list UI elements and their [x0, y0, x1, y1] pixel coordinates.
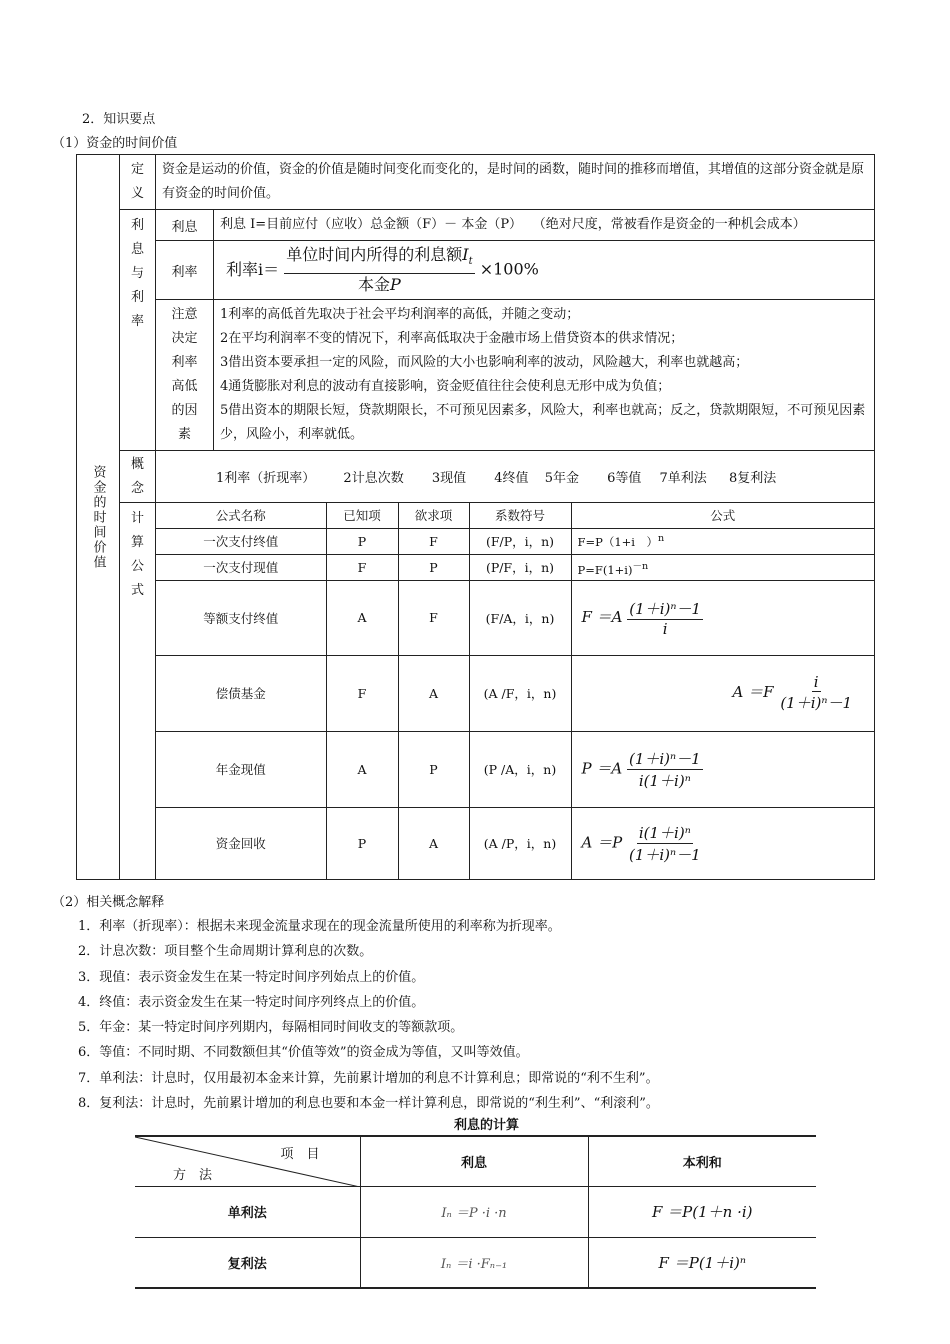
explanations-list [78, 914, 659, 1116]
formula-known: A [326, 731, 398, 807]
explanation-item: 4．终值：表示资金发生在某一特定时间序列终点上的价值。 [78, 994, 425, 1010]
rate-formula [214, 241, 875, 300]
formula-known: F [326, 554, 398, 580]
factors-list [214, 300, 875, 451]
formula-find: F [398, 580, 469, 655]
formula-expr [571, 807, 874, 879]
rate-mult: ×100% [479, 259, 539, 279]
formula-row [156, 528, 874, 554]
formula-symbol: (A /P，i，n) [469, 807, 571, 879]
formula-exp: n [657, 532, 665, 544]
rate-den-var: P [390, 275, 401, 295]
formula-row [156, 731, 874, 807]
formula-expr [571, 731, 874, 807]
formula-name: 等额支付终值 [156, 580, 326, 655]
interest-calc-table [135, 1135, 816, 1289]
header-symbol: 系数符号 [469, 503, 571, 528]
formula-known: A [326, 580, 398, 655]
header-method: 方 法 [173, 1168, 213, 1183]
formula-den: (1＋i)ⁿ－1 [628, 845, 701, 864]
interest-table-title: 利息的计算 [454, 1118, 520, 1133]
total-formula: F ＝P(1＋n ·i) [588, 1186, 816, 1237]
rate-lhs: 利率i＝ [226, 259, 280, 279]
interest-text: 利息 I=目前应付（应收）总金额（F）－ 本金（P） （绝对尺度，常被看作是资金的一种机会成本） [214, 210, 875, 241]
formula-find: P [398, 731, 469, 807]
main-label: 资金的时间价值 [90, 464, 106, 570]
header-total: 本利和 [588, 1136, 816, 1186]
rate-num-var: I [462, 245, 469, 264]
explanation-item: 8．复利法：计息时，先前累计增加的利息也要和本金一样计算利息，即常说的“利生利”、“利滚利”。 [78, 1096, 659, 1112]
rate-den: 本金 [358, 275, 391, 295]
explanation-item: 7．单利法：计息时，仅用最初本金来计算，先前累计增加的利息不计算利息；即常说的“利不生利”。 [78, 1070, 659, 1086]
formula-find: F [398, 528, 469, 554]
interest-block-label-cell [120, 210, 156, 451]
formula-symbol: (P /A，i，n) [469, 731, 571, 807]
factor-3: 3借出资本要承担一定的风险，而风险的大小也影响利率的波动，风险越大，利率也就越高； [220, 355, 749, 371]
rate-label: 利率 [156, 241, 214, 300]
concept-2: 2计息次数 [343, 471, 404, 487]
header-formula: 公式 [571, 503, 874, 528]
factor-4: 4通货膨胀对利息的波动有直接影响，资金贬值往往会使利息无形中成为负值； [220, 379, 671, 395]
formula-num: i [813, 673, 819, 692]
header-known: 已知项 [326, 503, 398, 528]
definition-text: 资金是运动的价值，资金的价值是随时间变化而变化的，是时间的函数，随时间的推移而增值，其增值的这部分资金就是原有资金的时间价值。 [156, 155, 875, 210]
time-value-table [76, 154, 875, 880]
formula-find: A [398, 655, 469, 731]
total-formula: F ＝P(1＋i)ⁿ [588, 1237, 816, 1288]
interest-formula: Iₙ ＝P ·i ·n [360, 1186, 588, 1237]
formula-name: 一次支付现值 [156, 554, 326, 580]
method-name: 复利法 [135, 1237, 360, 1288]
formula-symbol: (P/F，i，n) [469, 554, 571, 580]
concept-5: 5年金 [544, 471, 579, 487]
formula-name: 偿债基金 [156, 655, 326, 731]
formula-expr [571, 580, 874, 655]
formula-find: P [398, 554, 469, 580]
sub2-heading: （2）相关概念解释 [52, 895, 165, 910]
formula-symbol: (F/P，i，n) [469, 528, 571, 554]
formula-den: (1＋i)ⁿ－1 [780, 694, 852, 713]
formula-expr [571, 554, 874, 580]
main-label-cell [77, 155, 120, 880]
rate-num: 单位时间内所得的利息额 [286, 245, 463, 264]
explanation-item: 3．现值：表示资金发生在某一特定时间序列始点上的价值。 [78, 969, 425, 985]
interest-label: 利息 [156, 210, 214, 241]
factors-label-cell [156, 300, 214, 451]
formula-exp: －n [632, 560, 649, 572]
formula-expr [571, 528, 874, 554]
concept-8: 8复利法 [728, 471, 777, 487]
rate-num-sub: t [468, 256, 473, 268]
concept-3: 3现值 [431, 471, 467, 487]
concept-4: 4终值 [494, 471, 529, 487]
concepts-list [156, 451, 875, 503]
formula-base: F=P（1+i ） [577, 534, 658, 549]
definition-label-cell [120, 155, 156, 210]
formula-find: A [398, 807, 469, 879]
formula-known: F [326, 655, 398, 731]
definition-label: 定义 [130, 162, 144, 201]
diagonal-header [135, 1136, 360, 1186]
formula-symbol: (A /F，i，n) [469, 655, 571, 731]
factor-2: 2在平均利润率不变的情况下，利率高低取决于金融市场上借贷资本的供求情况； [220, 331, 684, 347]
concept-1: 1利率（折现率） [216, 471, 316, 487]
formula-row [156, 580, 874, 655]
diagonal-line [135, 1137, 360, 1187]
formula-lhs: F ＝A [581, 607, 623, 626]
formula-table [156, 503, 874, 879]
formula-num: (1＋i)ⁿ－1 [629, 599, 701, 618]
explanation-item: 5．年金：某一特定时间序列期内，每隔相同时间收支的等额款项。 [78, 1020, 464, 1036]
concept-6: 6等值 [607, 471, 642, 487]
table-row [135, 1186, 816, 1237]
header-item: 项 目 [280, 1147, 320, 1162]
formula-name: 年金现值 [156, 731, 326, 807]
formula-name: 一次支付终值 [156, 528, 326, 554]
formula-row [156, 807, 874, 879]
formula-den: i [662, 619, 668, 638]
formulas-cell [156, 503, 875, 880]
explanation-item: 2．计息次数：项目整个生命周期计算利息的次数。 [78, 944, 373, 960]
interest-formula: Iₙ ＝i ·Fₙ₋₁ [360, 1237, 588, 1288]
header-name: 公式名称 [156, 503, 326, 528]
header-interest: 利息 [360, 1136, 588, 1186]
formulas-label: 计算公式 [130, 511, 144, 599]
factors-label: 注意决定利率高低的因素 [171, 307, 198, 443]
concept-7: 7单利法 [659, 471, 707, 487]
formula-base: P=F(1+i) [577, 562, 633, 577]
formula-known: P [326, 807, 398, 879]
interest-block-label: 利息与利率 [130, 218, 144, 329]
concepts-label: 概念 [130, 456, 144, 496]
rate-fraction [284, 244, 474, 296]
factor-5: 5借出资本的期限长短，贷款期限长，不可预见因素多，风险大，利率也就高；反之，贷款期限短，不可预见因素少，风险小，利率就低。 [220, 403, 866, 443]
table-row [135, 1237, 816, 1288]
formula-symbol: (F/A，i，n) [469, 580, 571, 655]
header-find: 欲求项 [398, 503, 469, 528]
sub1-heading: （1）资金的时间价值 [52, 136, 178, 151]
formula-lhs: A ＝F [732, 683, 774, 702]
formula-num: i(1＋i)ⁿ [638, 823, 691, 842]
formula-row [156, 554, 874, 580]
formula-den: i(1＋i)ⁿ [638, 771, 691, 790]
formula-lhs: P ＝A [581, 759, 623, 778]
formulas-label-cell [120, 503, 156, 880]
explanation-item: 6．等值：不同时期、不同数额但其“价值等效”的资金成为等值，又叫等效值。 [78, 1045, 529, 1061]
formula-lhs: A ＝P [581, 833, 623, 852]
factor-1: 1利率的高低首先取决于社会平均利润率的高低，并随之变动； [220, 307, 580, 323]
section-heading: 2．知识要点 [82, 112, 156, 127]
concepts-label-cell [120, 451, 156, 503]
formula-known: P [326, 528, 398, 554]
formula-num: (1＋i)ⁿ－1 [628, 749, 701, 768]
explanation-item: 1．利率（折现率）：根据未来现金流量求现在的现金流量所使用的利率称为折现率。 [78, 919, 561, 934]
formula-expr [571, 655, 874, 731]
formula-row [156, 655, 874, 731]
formula-name: 资金回收 [156, 807, 326, 879]
method-name: 单利法 [135, 1186, 360, 1237]
